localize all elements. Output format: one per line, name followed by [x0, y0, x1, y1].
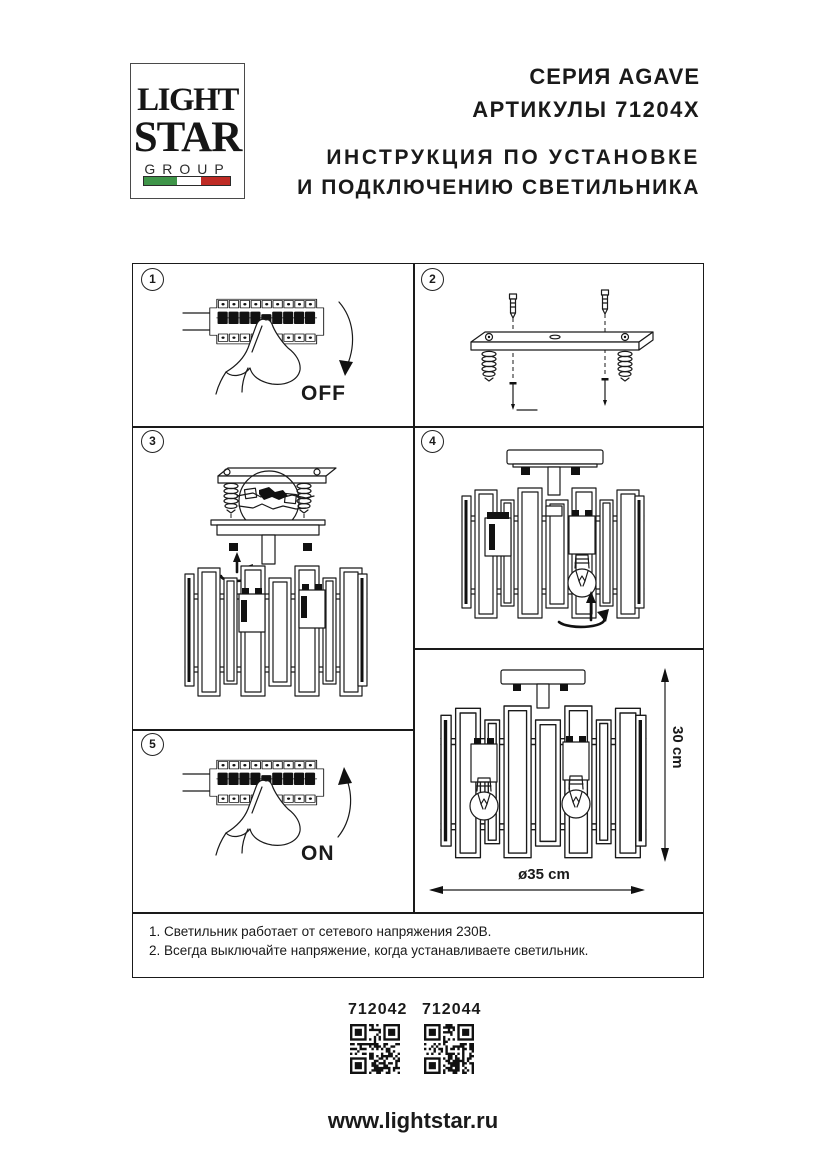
step-4-badge: 4	[421, 430, 444, 453]
step-5-panel	[133, 729, 413, 912]
breaker-on-figure	[133, 729, 413, 912]
step-4-panel	[413, 426, 703, 648]
qr-code-712042	[350, 1024, 400, 1074]
lamp-socket-icon	[563, 736, 589, 780]
wall-plug-icon	[510, 294, 517, 318]
step-1-panel	[133, 264, 413, 426]
qr-code-712044	[424, 1024, 474, 1074]
logo-text-light: LIGHT	[137, 82, 238, 118]
flag-white-segment	[177, 177, 201, 185]
logo-text-star: STAR	[133, 114, 242, 161]
diameter-dimension-label: ø35 cm	[518, 866, 570, 883]
spring-anchor-icon	[482, 351, 496, 381]
curved-down-arrow-icon	[339, 302, 353, 366]
dimensions-panel	[413, 648, 703, 912]
logo-text-group: GROUP	[144, 161, 231, 177]
spring-anchor-icon	[224, 483, 238, 513]
lightstar-logo	[130, 63, 245, 199]
qr-label-712044: 712044	[422, 1001, 482, 1018]
height-dimension-label: 30 cm	[669, 726, 686, 769]
series-title: СЕРИЯ AGAVE	[529, 64, 700, 89]
lamp-socket-icon	[471, 738, 497, 782]
step-1-badge: 1	[141, 268, 164, 291]
steps-grid	[132, 263, 704, 978]
note-line-1: 1. Светильник работает от сетевого напряжения 230В.	[149, 924, 492, 939]
wall-plug-icon	[602, 290, 609, 314]
breaker-off-figure	[133, 264, 413, 426]
step-2-panel	[413, 264, 703, 426]
off-label: OFF	[301, 382, 346, 405]
step-2-badge: 2	[421, 268, 444, 291]
mount-screw-icon	[229, 543, 238, 551]
mount-screw-icon	[303, 543, 312, 551]
lamp-socket-icon	[569, 510, 595, 554]
screw-icon	[510, 382, 517, 410]
chandelier-frame-icon	[185, 566, 367, 696]
step-5-badge: 5	[141, 733, 164, 756]
wiring-figure	[133, 426, 413, 729]
instruction-title-line2: И ПОДКЛЮЧЕНИЮ СВЕТИЛЬНИКА	[297, 176, 700, 199]
notes-box	[133, 912, 703, 977]
mounting-bracket-figure	[413, 264, 703, 426]
step-3-panel	[133, 426, 413, 729]
wire-connection-icon	[259, 487, 288, 500]
bulb-install-figure	[413, 426, 703, 648]
italian-flag-stripe	[143, 176, 231, 186]
step-3-badge: 3	[141, 430, 164, 453]
instruction-title-line1: ИНСТРУКЦИЯ ПО УСТАНОВКЕ	[326, 146, 700, 169]
flag-green-segment	[144, 177, 177, 185]
note-line-2: 2. Всегда выключайте напряжение, когда устанавливаете светильник.	[149, 943, 589, 958]
flag-red-segment	[201, 177, 230, 185]
qr-label-712042: 712042	[348, 1001, 408, 1018]
screw-icon	[602, 378, 609, 406]
website-url: www.lightstar.ru	[327, 1108, 499, 1133]
articles-title: АРТИКУЛЫ 71204X	[472, 97, 700, 122]
on-label: ON	[301, 842, 335, 865]
spring-anchor-icon	[618, 351, 632, 381]
